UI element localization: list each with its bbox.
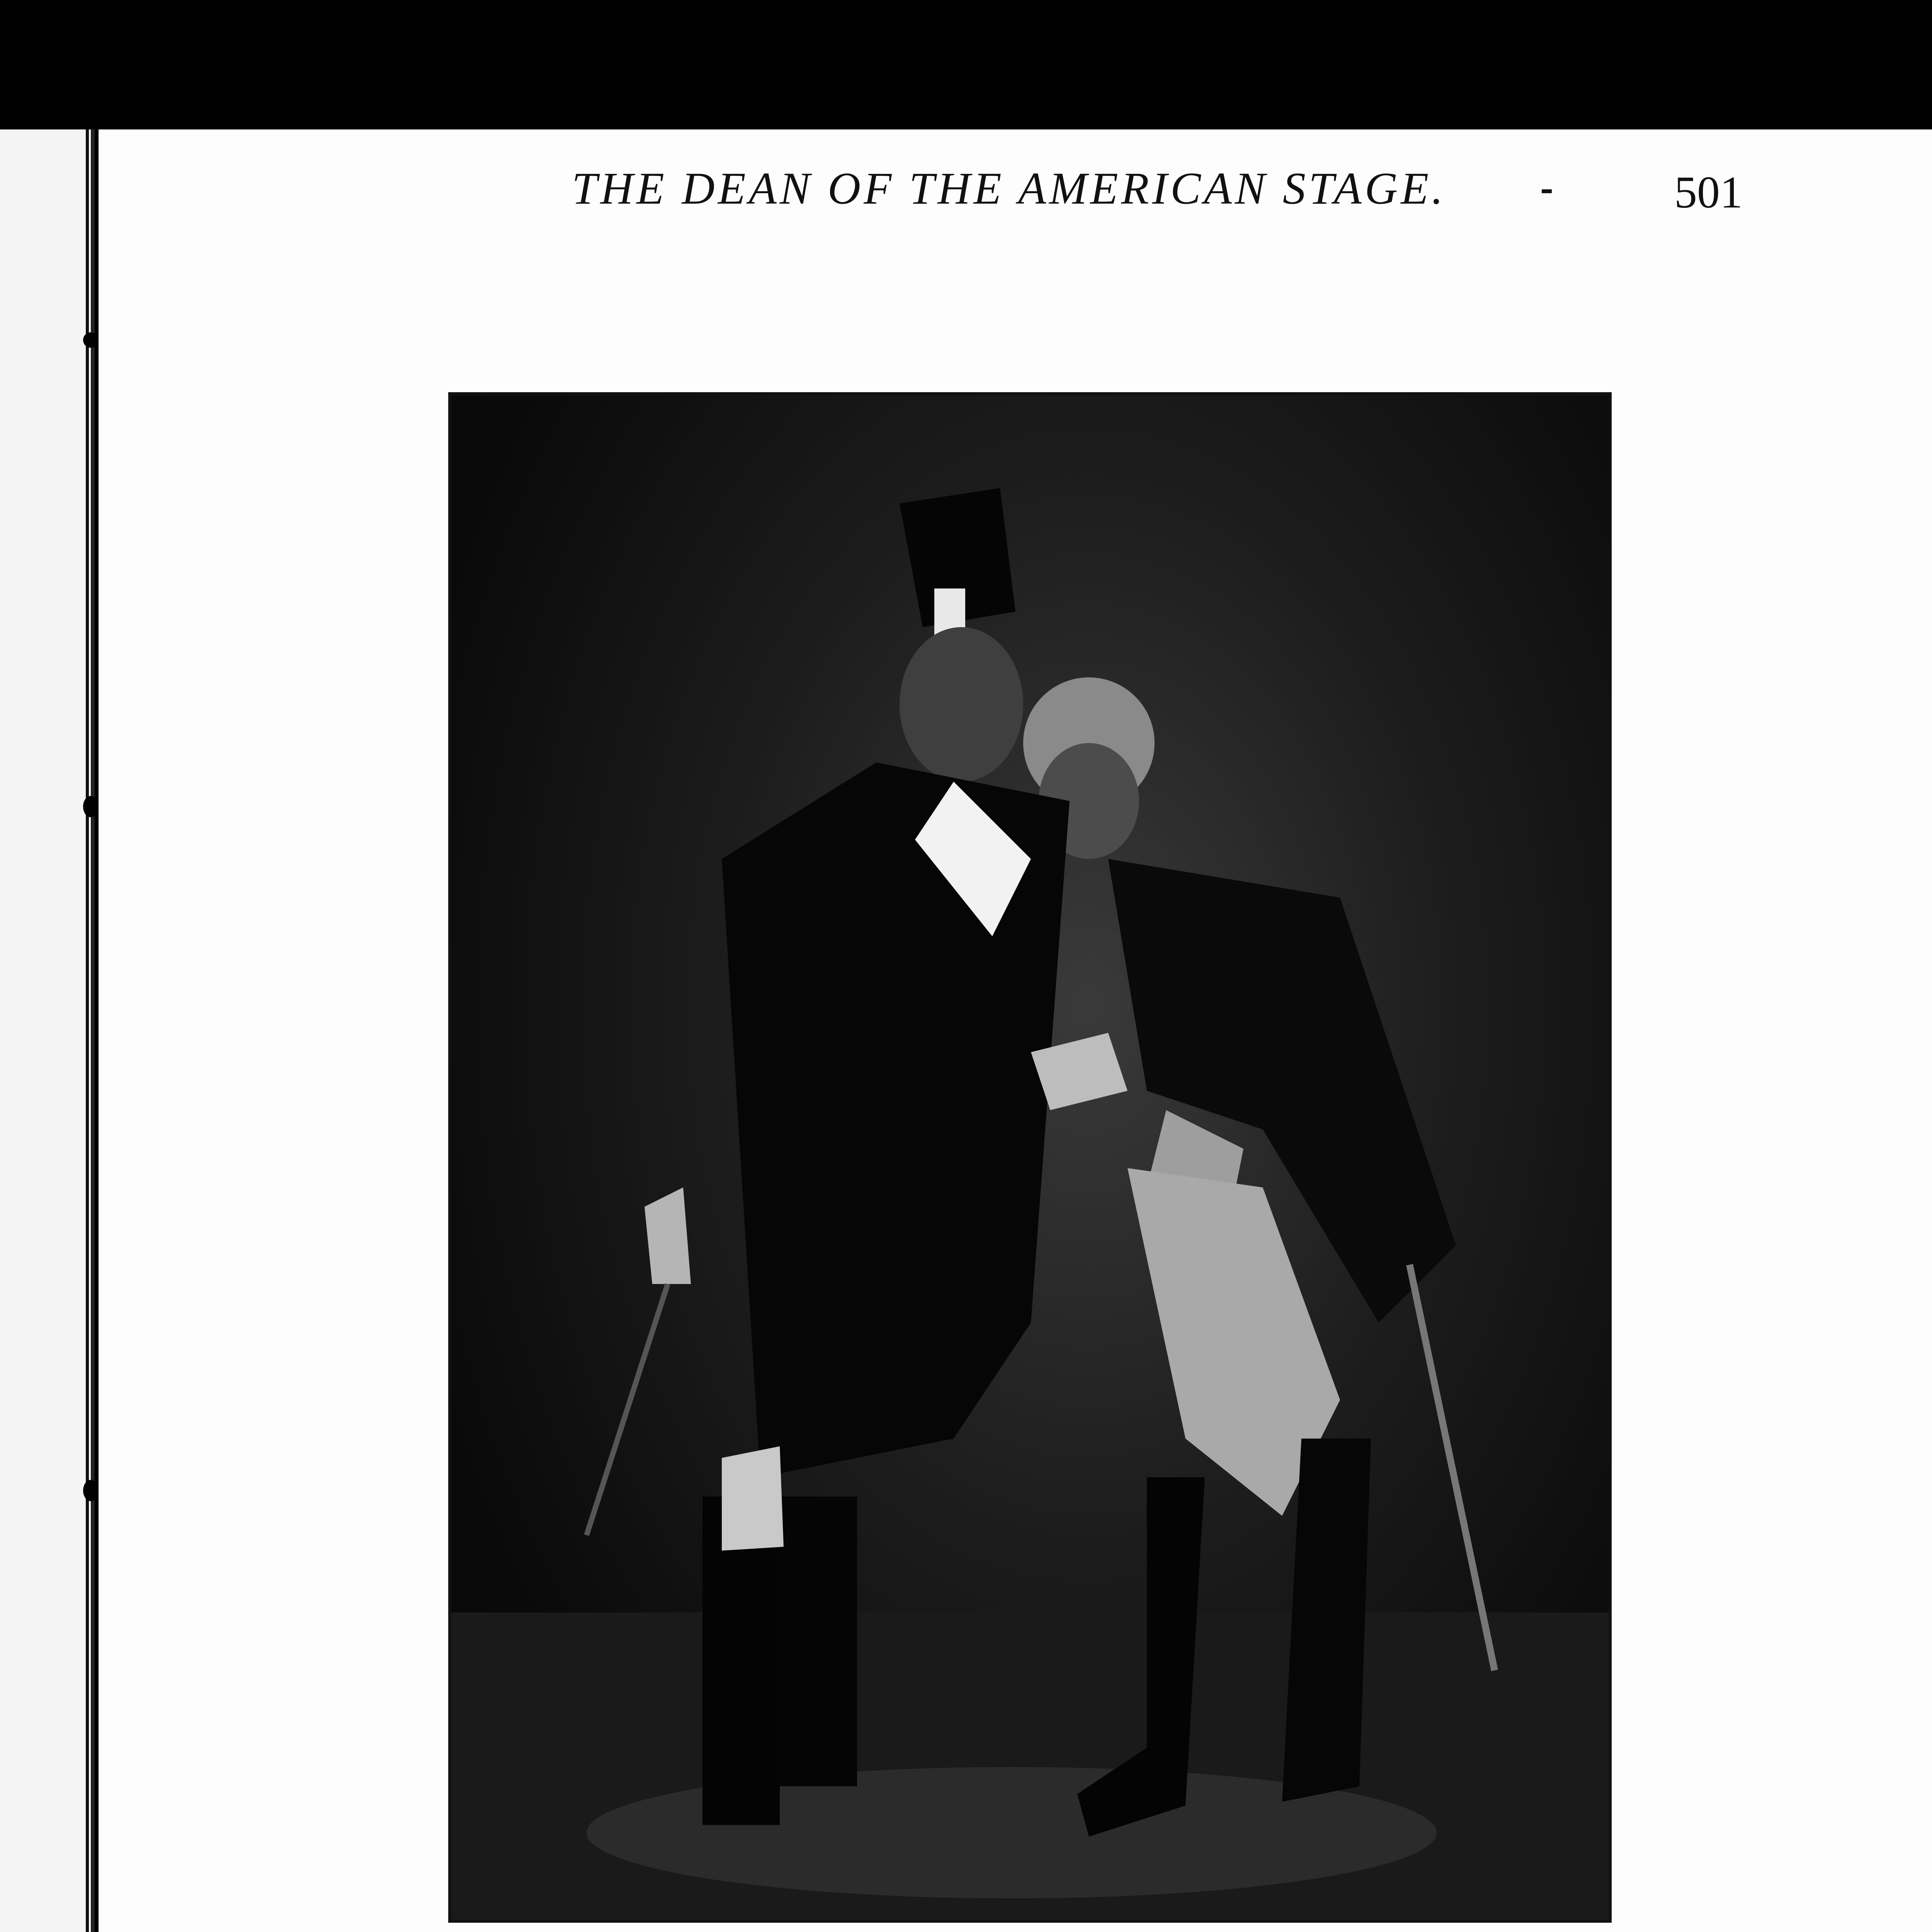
knee-breeches-left [722,1446,784,1551]
running-title: THE DEAN OF THE AMERICAN STAGE. [572,163,1446,214]
binding-hole-mark [83,332,99,348]
photograph-scene [451,395,1609,1920]
boot-right-2 [1282,1439,1371,1802]
hand-left [645,1187,691,1284]
sword [1410,1265,1495,1670]
face-left [900,627,1023,782]
cane [587,1284,668,1535]
binding-hole-mark [83,796,99,817]
binding-hole-mark [83,1480,99,1501]
facing-page-edge [0,129,95,1932]
boot-left-2 [780,1497,857,1786]
page-number: 501 [1674,167,1743,218]
header-separator [1542,189,1552,193]
photograph [448,392,1612,1923]
gutter-rule [86,129,89,1932]
